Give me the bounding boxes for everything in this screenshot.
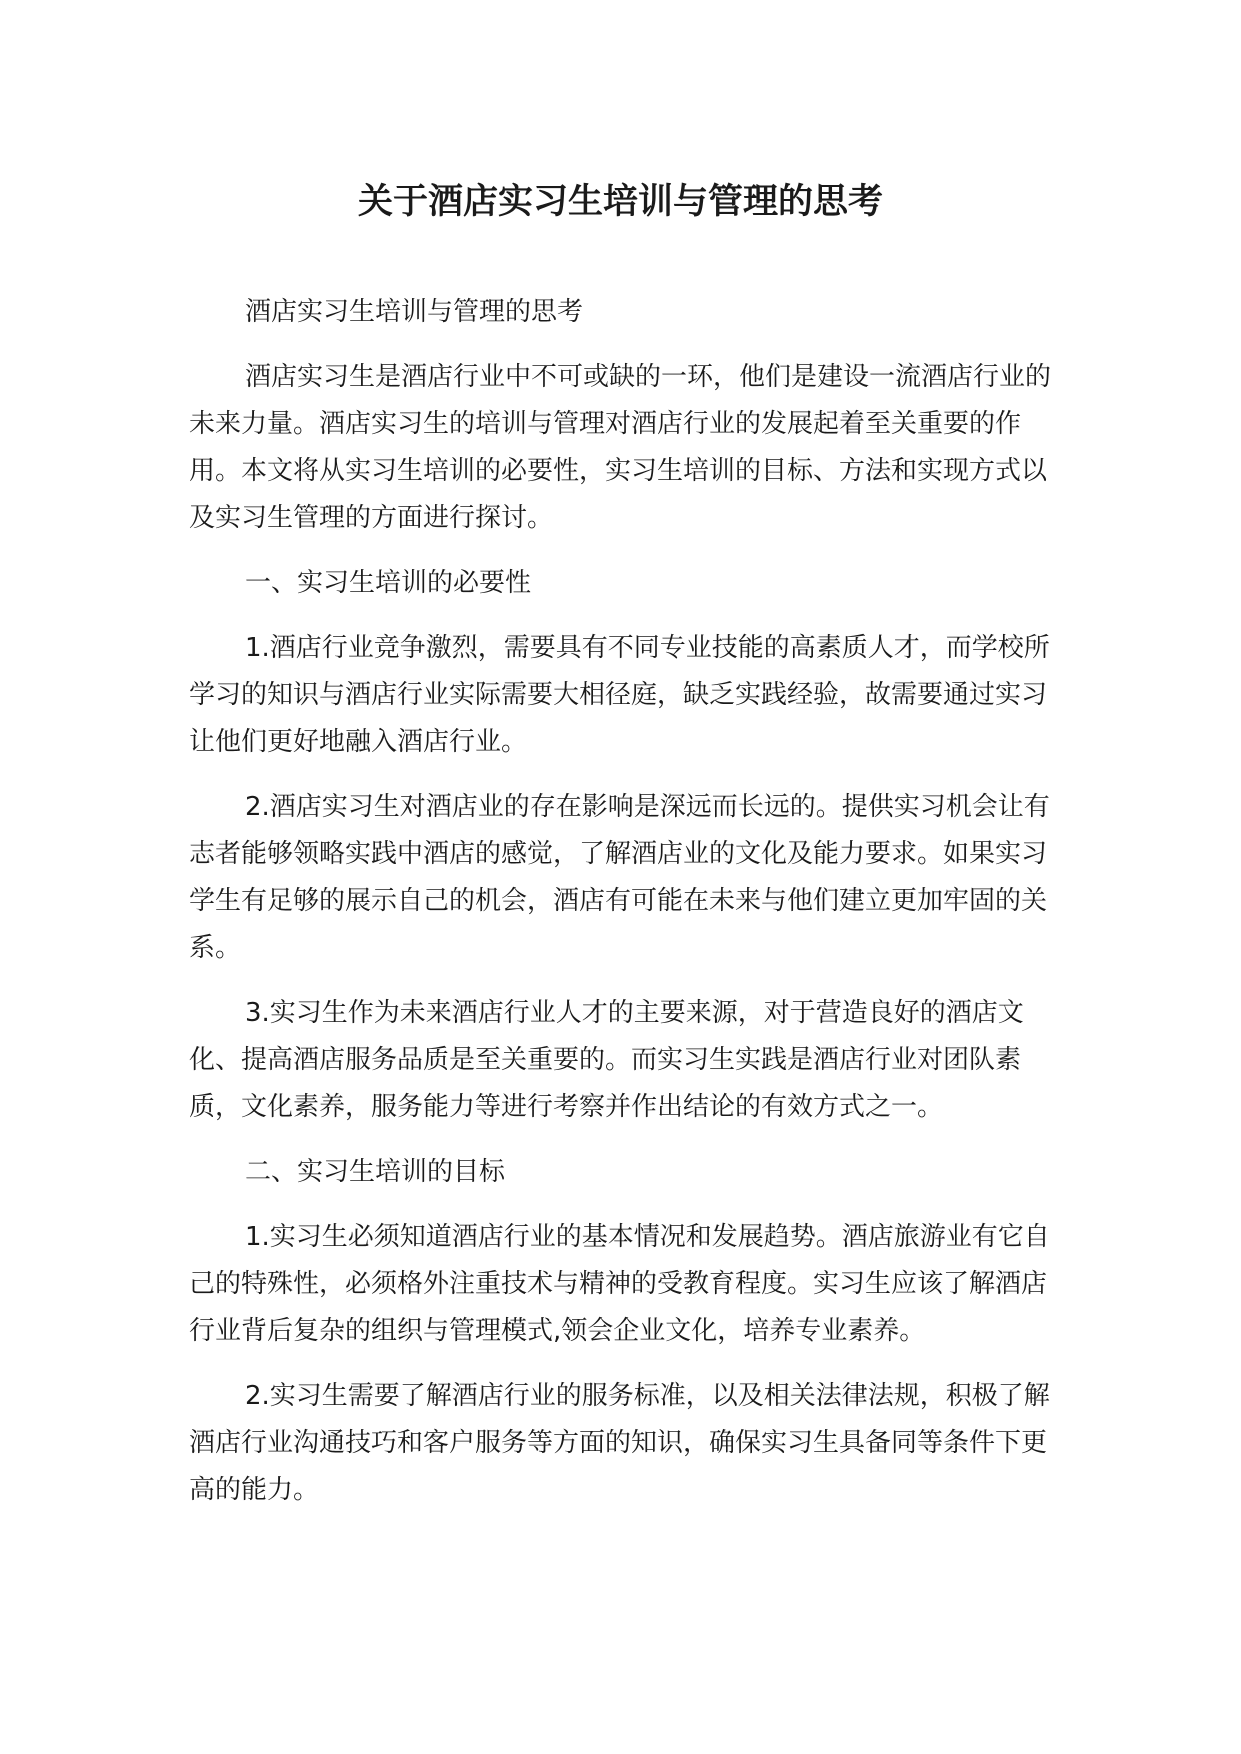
section-heading-goals: 二、实习生培训的目标: [245, 1157, 506, 1187]
body-paragraph: 2.实习生需要了解酒店行业的服务标准，以及相关法律法规，积极了解酒店行业沟通技巧和客户服务等方面的知识，确保实习生具备同等条件下更高的能力。: [189, 1381, 1050, 1505]
body-paragraph: 1.实习生必须知道酒店行业的基本情况和发展趋势。酒店旅游业有它自己的特殊性，必须格外注重技术与精神的受教育程度。实习生应该了解酒店行业背后复杂的组织与管理模式,领会企业文化，培养专业素养。: [189, 1222, 1050, 1346]
body-paragraph: 2.酒店实习生对酒店业的存在影响是深远而长远的。提供实习机会让有志者能够领略实践中酒店的感觉，了解酒店业的文化及能力要求。如果实习学生有足够的展示自己的机会，酒店有可能在未来与他们建立更加牢固的关系。: [189, 792, 1050, 963]
section-heading-necessity: 一、实习生培训的必要性: [245, 568, 532, 598]
subtitle-paragraph: 酒店实习生培训与管理的思考: [245, 297, 584, 327]
intro-paragraph: 酒店实习生是酒店行业中不可或缺的一环，他们是建设一流酒店行业的未来力量。酒店实习生的培训与管理对酒店行业的发展起着至关重要的作用。本文将从实习生培训的必要性，实习生培训的目标、方法和实现方式以及实习生管理的方面进行探讨。: [189, 362, 1052, 533]
body-paragraph: 1.酒店行业竞争激烈，需要具有不同专业技能的高素质人才，而学校所学习的知识与酒店行业实际需要大相径庭，缺乏实践经验，故需要通过实习让他们更好地融入酒店行业。: [189, 633, 1050, 757]
document-title: 关于酒店实习生培训与管理的思考: [357, 182, 883, 222]
document-body: [189, 289, 1069, 1532]
body-paragraph: 3.实习生作为未来酒店行业人才的主要来源，对于营造良好的酒店文化、提高酒店服务品质是至关重要的。而实习生实践是酒店行业对团队素质，文化素养，服务能力等进行考察并作出结论的有效方式之一。: [189, 998, 1024, 1122]
